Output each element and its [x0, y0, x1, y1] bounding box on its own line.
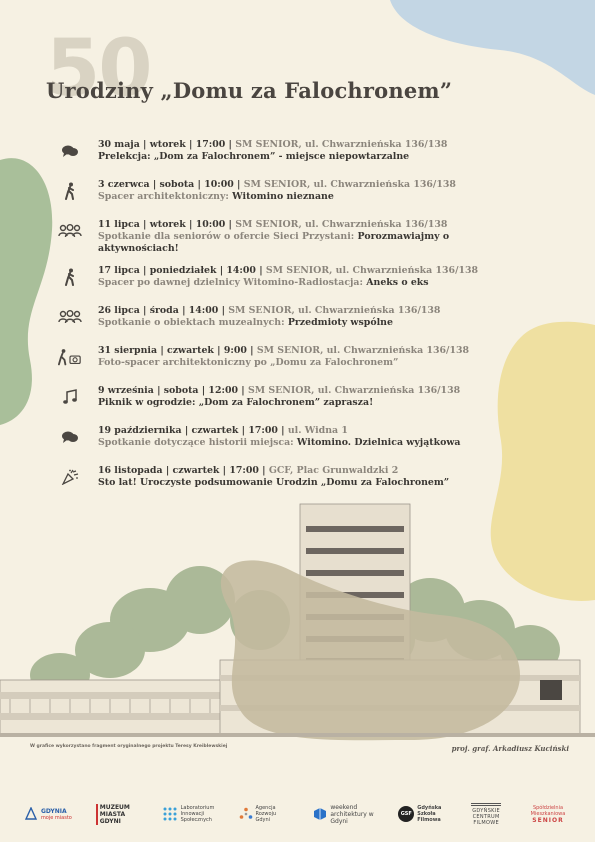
event-description: Prelekcja: „Dom za Falochronem” - miejsce niepowtarzalne — [98, 151, 410, 162]
group-icon — [58, 307, 82, 327]
music-note-icon — [58, 387, 82, 407]
event-title: Witomino. Dzielnica wyjątkowa — [296, 437, 461, 448]
event-datetime: 17 lipca | poniedziałek | 14:00 | — [98, 265, 263, 276]
gsf-text: Gdyńska Szkoła Filmowa — [417, 805, 442, 823]
gsf-badge: GSF — [398, 806, 414, 822]
event-datetime: 11 lipca | wtorek | 10:00 | — [98, 219, 232, 230]
cube-icon — [313, 807, 327, 821]
laboratorium-innowacji-logo[interactable] — [162, 805, 215, 823]
green-blob — [0, 140, 60, 430]
event-venue: SM SENIOR, ul. Chwarznieńska 136/138 — [228, 305, 441, 316]
speech-bubble-icon — [58, 427, 82, 447]
group-icon — [58, 221, 82, 241]
anniversary-number: 50 — [46, 24, 151, 114]
muzeum-miasta-gdyni-logo[interactable] — [96, 804, 138, 825]
gdynia-logo[interactable] — [24, 807, 72, 821]
event-item — [58, 465, 538, 505]
gdynia-text: GDYNIA — [40, 807, 67, 815]
event-datetime: 26 lipca | środa | 14:00 | — [98, 305, 225, 316]
event-datetime: 19 października | czwartek | 17:00 | — [98, 425, 285, 436]
event-title: Witomino nieznane — [232, 191, 334, 202]
poster-title: Urodziny „Domu za Falochronem” — [46, 78, 453, 103]
event-item — [58, 305, 538, 345]
muzeum-text: MUZEUM MIASTA GDYNI — [96, 804, 138, 825]
event-venue: ul. Widna 1 — [287, 425, 348, 436]
partner-logos — [0, 790, 595, 838]
gdynia-sub: moje miasto — [40, 814, 72, 821]
event-datetime: 30 maja | wtorek | 17:00 | — [98, 139, 232, 150]
event-datetime: 3 czerwca | sobota | 10:00 | — [98, 179, 241, 190]
agencja-dots-icon — [239, 807, 253, 821]
event-venue: SM SENIOR, ul. Chwarznieńska 136/138 — [235, 139, 448, 150]
sm-senior-logo[interactable] — [525, 805, 571, 824]
dots-icon — [162, 806, 178, 822]
weekend-text: weekend architektury w Gdyni — [330, 803, 374, 825]
event-list — [58, 139, 538, 505]
event-datetime: 31 sierpnia | czwartek | 9:00 | — [98, 345, 254, 356]
event-venue: SM SENIOR, ul. Chwarznieńska 136/138 — [256, 345, 470, 356]
event-description: Spotkanie o obiektach muzealnych: — [98, 317, 285, 328]
event-item — [58, 345, 538, 385]
event-item — [58, 139, 538, 179]
event-item — [58, 219, 538, 265]
event-description: Piknik w ogrodzie: „Dom za Falochronem” zaprasza! — [98, 397, 374, 408]
event-datetime: 9 września | sobota | 12:00 | — [98, 385, 245, 396]
sm-text: Spółdzielnia Mieszkaniowa — [530, 804, 566, 817]
event-item — [58, 385, 538, 425]
event-title: Aneks o eks — [366, 277, 429, 288]
walking-person-icon — [58, 267, 82, 287]
walking-camera-icon — [58, 347, 82, 367]
event-item — [58, 265, 538, 305]
event-description: Spacer po dawnej dzielnicy Witomino-Radiostacja: — [98, 277, 363, 288]
credit-design: proj. graf. Arkadiusz Kuciński — [451, 744, 569, 753]
laboratorium-text: Laboratorium Innowacji Społecznych — [180, 805, 215, 823]
weekend-architektury-logo[interactable] — [313, 804, 374, 825]
party-popper-icon — [58, 467, 82, 487]
agencja-text: Agencja Rozwoju Gdyni — [255, 805, 277, 823]
event-venue: SM SENIOR, ul. Chwarznieńska 136/138 — [235, 219, 448, 230]
event-title: Przedmioty wspólne — [287, 317, 393, 328]
event-item — [58, 425, 538, 465]
gdynska-szkola-filmowa-logo[interactable] — [398, 805, 447, 823]
event-item — [58, 179, 538, 219]
gdynskie-centrum-filmowe-logo[interactable] — [471, 803, 501, 826]
event-description: Foto-spacer architektoniczny po „Domu za Falochronem” — [98, 357, 399, 368]
event-datetime: 16 listopada | czwartek | 17:00 | — [98, 465, 266, 476]
event-venue: GCF, Plac Grunwaldzki 2 — [268, 465, 399, 476]
event-venue: SM SENIOR, ul. Chwarznieńska 136/138 — [247, 385, 461, 396]
event-venue: SM SENIOR, ul. Chwarznieńska 136/138 — [265, 265, 479, 276]
event-description: Spotkanie dla seniorów o ofercie Sieci Przystani: — [98, 231, 355, 242]
event-venue: SM SENIOR, ul. Chwarznieńska 136/138 — [243, 179, 456, 190]
low-building-left — [0, 680, 230, 735]
event-description: Sto lat! Uroczyste podsumowanie Urodzin „Domu za Falochronem” — [98, 477, 450, 488]
senior-text: SENIOR — [532, 816, 564, 824]
event-description: Spacer architektoniczny: — [98, 191, 229, 202]
gcf-text: GDYŃSKIE CENTRUM FILMOWE — [471, 803, 501, 826]
event-description: Spotkanie dotyczące historii miejsca: — [98, 437, 294, 448]
speech-bubble-icon — [58, 141, 82, 161]
event-title: Porozmawiajmy o aktywnościach! — [98, 231, 450, 254]
walking-person-icon — [58, 181, 82, 201]
agencja-rozwoju-gdyni-logo[interactable] — [239, 805, 290, 823]
building-illustration — [0, 500, 595, 760]
ground-line — [0, 733, 595, 737]
credit-illustration: W grafice wykorzystano fragment oryginalnego projektu Teresy Kreiblewskiej — [30, 744, 228, 749]
gdynia-sail-icon — [24, 807, 38, 821]
